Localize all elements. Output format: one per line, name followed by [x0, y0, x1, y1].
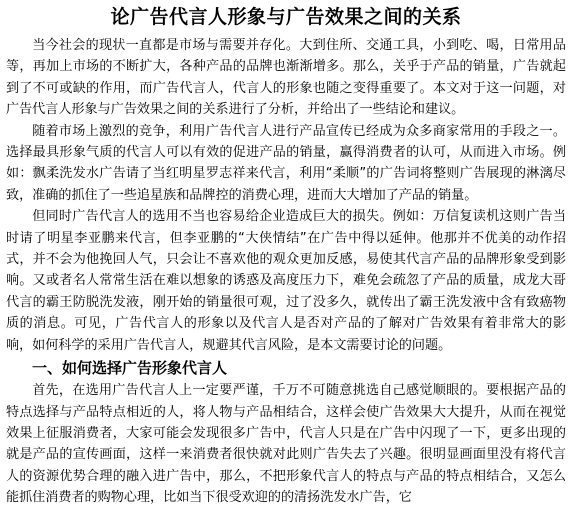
intro-paragraph: 当今社会的现状一直都是市场与需要并存化。大到住所、交通工具，小到吃、喝，日常用品等，再加上市场的不断扩大，各种产品的品牌也渐渐增多。那么，关乎于产品的销量，广告就起到了不可或缺的作用，而广告代言人，代言人的形象也随之变得重要了。本文对于这一问题，对广告代言人形象与广告效果之间的关系进行了分析，并给出了一些结论和建议。 [6, 38, 566, 118]
document-body [6, 35, 566, 509]
example-paragraph: 随着市场上激烈的竞争，利用广告代言人进行产品宣传已经成为众多商家常用的手段之一。选择最具形象气质的代言人可以有效的促进产品的销量，赢得消费者的认可，从而进入市场。例如：飘柔洗发水广告请了当红明星罗志祥来代言，利用“柔顺”的广告词将整则广告展现的淋漓尽致，准确的抓住了一些追星族和品牌控的消费心理，进而大大增加了产品的销量。 [6, 123, 566, 203]
document-title: 论广告代言人形象与广告效果之间的关系 [110, 6, 462, 28]
section-heading: 一、如何选择广告形象代言人 [32, 359, 228, 378]
risk-paragraph: 但同时广告代言人的选用不当也容易给企业造成巨大的损失。例如：万信复读机这则广告当时请了明星李亚鹏来代言，但李亚鹏的“大侠情结”在广告中得以延伸。他那并不优美的动作招式，并不会为他挽回人气，只会让不喜欢他的观众更加反感，易使其代言产品的品牌形象受到影响。又或者名人常常生活在难以想象的诱惑及高度压力下，难免会疏忽了产品的质量，成龙大哥代言的霸王防脱洗发液，刚开始的销量很可观，过了没多久，就传出了霸王洗发液中含有致癌物质的消息。可见，广告代言人的形象以及代言人是否对产品的了解对广告效果有着非常大的影响，如何科学的采用广告代言人，规避其代言风险，是本文需要讨论的问题。 [6, 209, 566, 353]
section-paragraph: 首先，在选用广告代言人上一定要严谨，千万不可随意挑选自己感觉顺眼的。要根据产品的特点选择与产品特点相近的人，将人物与产品相结合，这样会使广告效果大大提升，从而在视觉效果上征服消费者，大家可能会发现很多广告中，代言人只是在广告中闪现了一下，更多出现的就是产品的宣传画面，这样一来消费者很快就对此则广告失去了兴趣。很明显画面里没有将代言人的资源优势合理的融入进广告中，那么，不把形象代言人的特点与产品的特点相结合，又怎么能抓住消费者的购物心理，比如当下很受欢迎的的清扬洗发水广告，它 [6, 383, 566, 506]
